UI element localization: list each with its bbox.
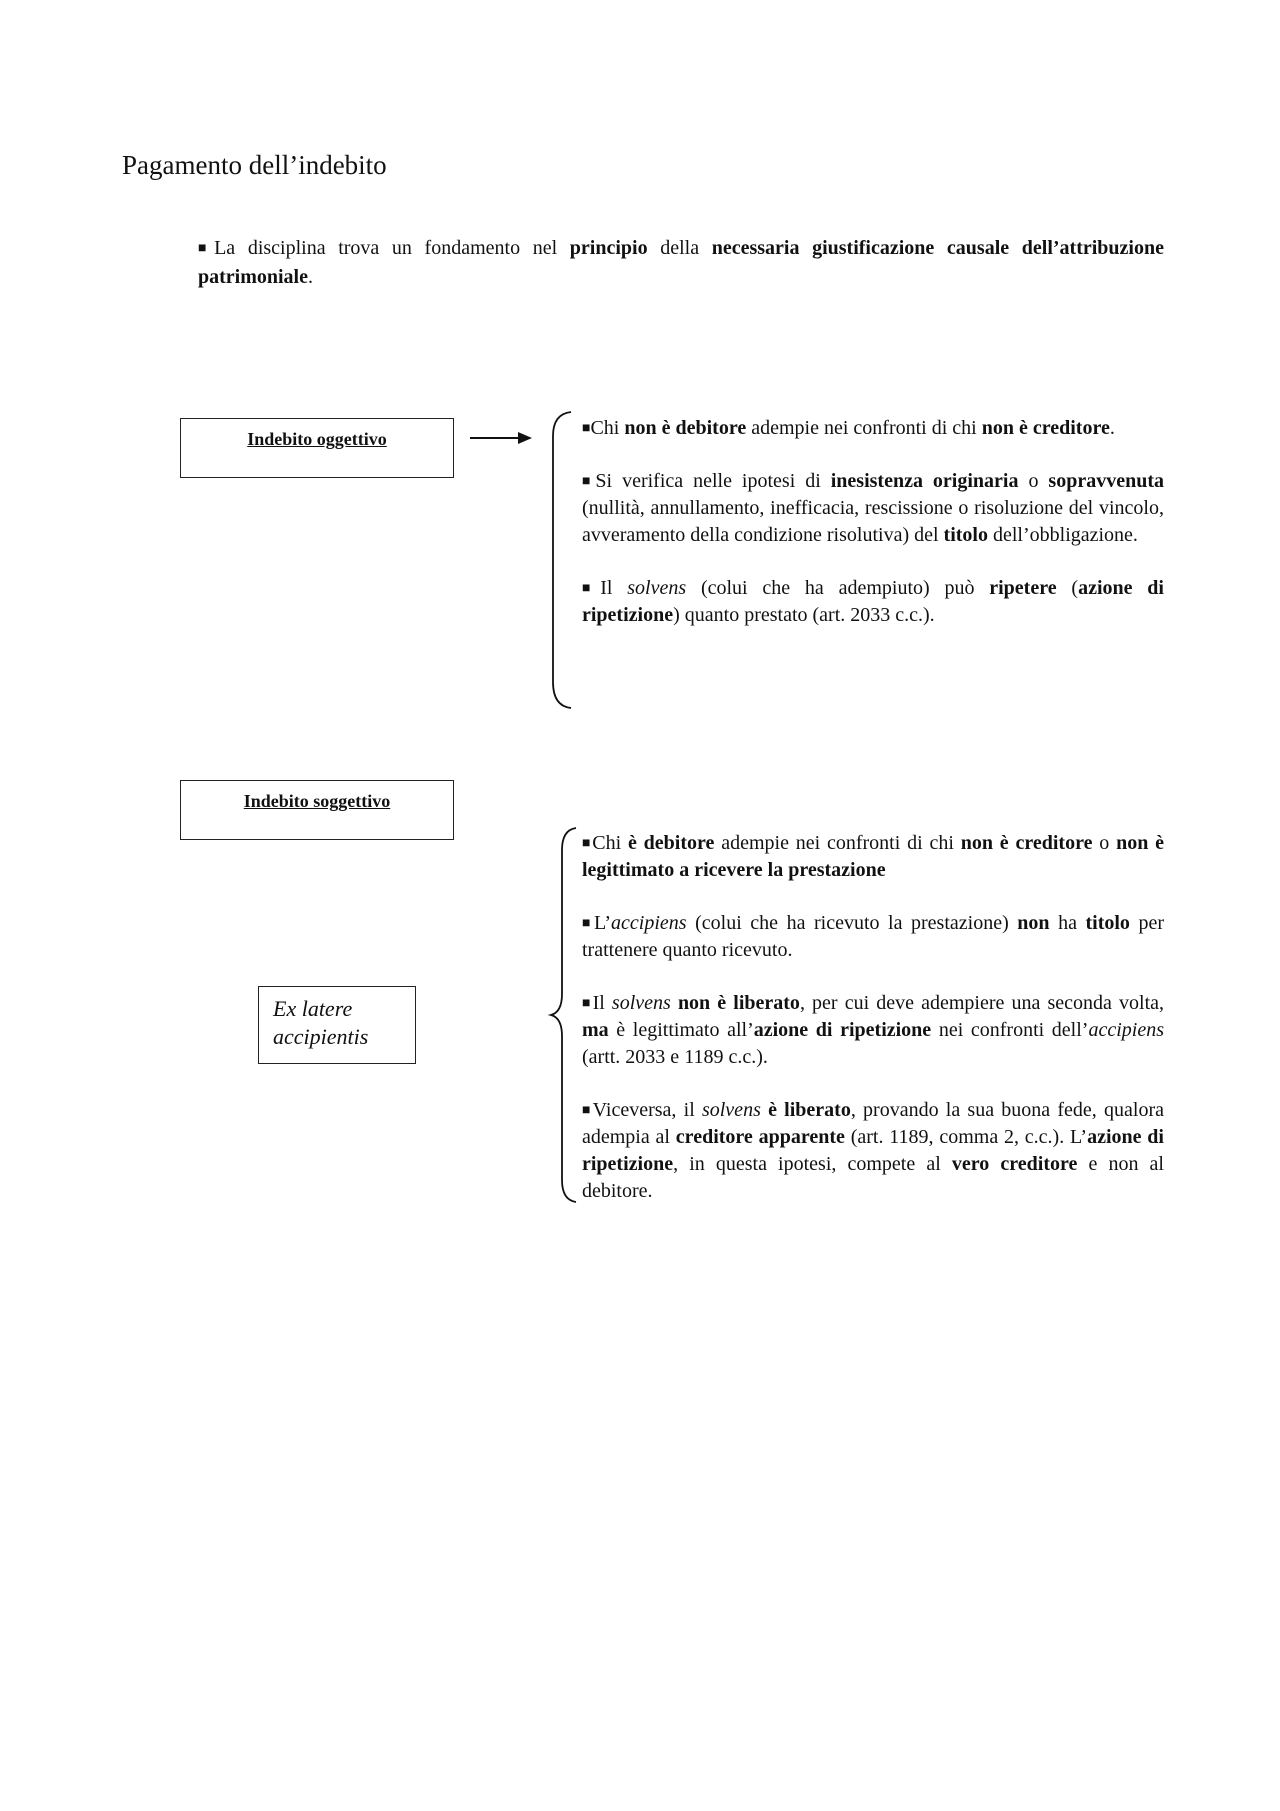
soggettivo-paragraph-2: ■L’accipiens (colui che ha ricevuto la prestazione) non ha titolo per trattenere quanto ricevuto. [582,912,1164,961]
oggettivo-text [582,415,1164,655]
bullet-icon: ■ [198,241,215,256]
bullet-icon: ■ [582,581,601,596]
arrow-right-icon [470,428,534,448]
bullet-icon: ■ [582,474,596,489]
bullet-icon: ■ [582,421,591,436]
indebito-soggettivo-box: Indebito soggettivo [180,780,454,840]
soggettivo-paragraph-1: ■Chi è debitore adempie nei confronti di chi non è creditore o non è legittimato a ricevere la prestazione [582,832,1165,881]
oggettivo-paragraph-1: ■Chi non è debitore adempie nei confronti di chi non è creditore. [582,417,1115,439]
soggettivo-text [582,830,1164,1231]
brace-soggettivo-icon [548,826,580,1204]
bullet-icon: ■ [582,996,593,1011]
ex-latere-accipientis-box: Ex latere accipientis [258,986,416,1064]
soggettivo-paragraph-4: ■Viceversa, il solvens è liberato, provando la sua buona fede, qualora adempia al creditore apparente (art. 1189, comma 2, c.c.). L’azione di ripetizione, in questa ipotesi, compete al vero creditore e non al debitore. [582,1099,1164,1202]
oggettivo-paragraph-2: ■Si verifica nelle ipotesi di inesistenza originaria o sopravvenuta (nullità, annullamento, inefficacia, rescissione o risoluzione del vincolo, avveramento della condizione risolutiva) del titolo dell’obbligazione. [582,470,1164,546]
oggettivo-paragraph-3: ■Il solvens (colui che ha adempiuto) può ripetere (azione di ripetizione) quanto prestato (art. 2033 c.c.). [582,577,1164,626]
soggettivo-paragraph-3: ■Il solvens non è liberato, per cui deve adempiere una seconda volta, ma è legittimato all’azione di ripetizione nei confronti dell’accipiens (artt. 2033 e 1189 c.c.). [582,992,1165,1068]
page-title: Pagamento dell’indebito [122,150,387,180]
bullet-icon: ■ [582,1103,593,1118]
bullet-icon: ■ [582,836,593,851]
bullet-icon: ■ [582,916,594,931]
indebito-oggettivo-box: Indebito oggettivo [180,418,454,478]
brace-oggettivo-icon [545,410,575,710]
intro-paragraph: ■La disciplina trova un fondamento nel principio della necessaria giustificazione causale dell’attribuzione patrimoniale. [198,237,1164,288]
